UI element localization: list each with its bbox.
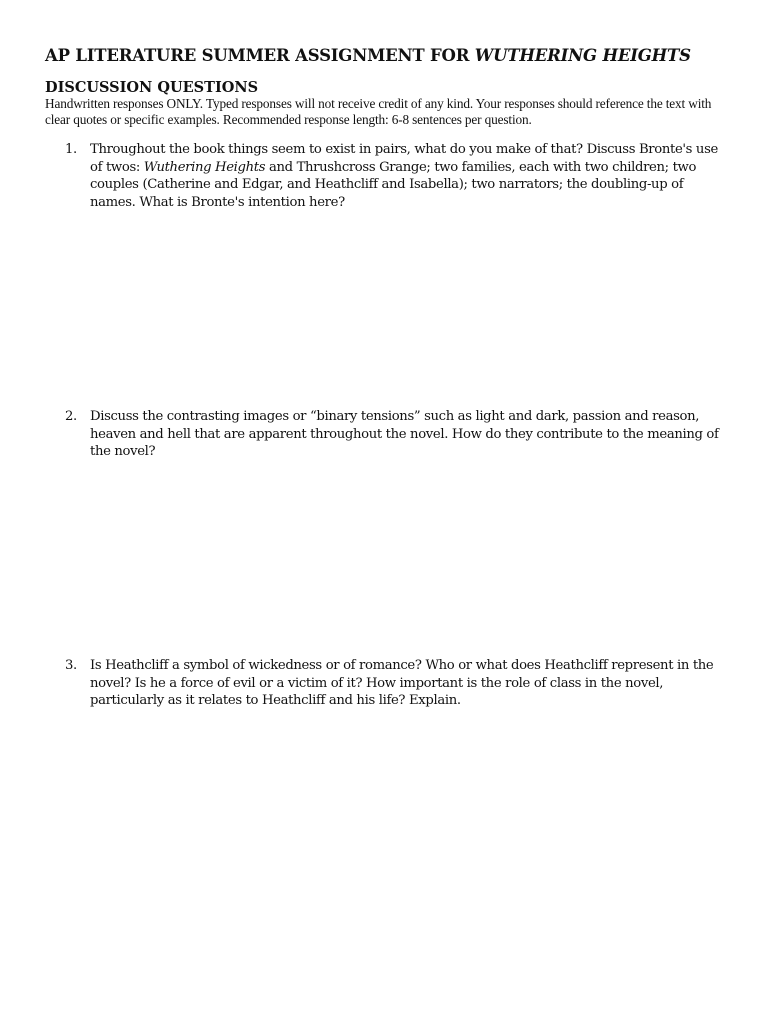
page-title-text: AP LITERATURE SUMMER ASSIGNMENT FOR — [45, 46, 475, 65]
question-2 — [65, 408, 727, 461]
question-3 — [65, 657, 727, 710]
question-number: 1. — [65, 142, 77, 157]
instructions-text: Handwritten responses ONLY. Typed responses will not receive credit of any kind. Your responses should reference the text with clear quotes or specific examples. Recommended response length: 6-8 sentences per question. — [45, 96, 712, 127]
question-text-part: and Thrushcross Grange; two families, each with two children; two couples (Catherine and Edgar, and Heathcliff and Isabella); two narrators; the doubling-up of names. What is Bronte's intention here? — [90, 159, 697, 210]
question-number: 2. — [65, 409, 77, 424]
question-text: Discuss the contrasting images or “binary tensions” such as light and dark, passion and reason, heaven and hell that are apparent throughout the novel. How do they contribute to the meaning of the novel? — [90, 409, 719, 460]
question-number: 3. — [65, 658, 77, 673]
question-1 — [65, 141, 727, 211]
question-text-part: Throughout the book things seem to exist in pairs, what do you make of that? Discuss Bronte's use of twos: — [90, 142, 718, 175]
page-title-book: WUTHERING HEIGHTS — [474, 46, 691, 65]
section-heading: DISCUSSION QUESTIONS — [45, 79, 259, 96]
question-text — [90, 141, 727, 211]
page-title — [45, 46, 691, 65]
question-text: Is Heathcliff a symbol of wickedness or of romance? Who or what does Heathcliff represent in the novel? Is he a force of evil or a victim of it? How important is the role of class in the novel, particularly as it relates to Heathcliff and his life? Explain. — [90, 658, 714, 709]
question-text-italic: Wuthering Heights — [143, 159, 266, 175]
